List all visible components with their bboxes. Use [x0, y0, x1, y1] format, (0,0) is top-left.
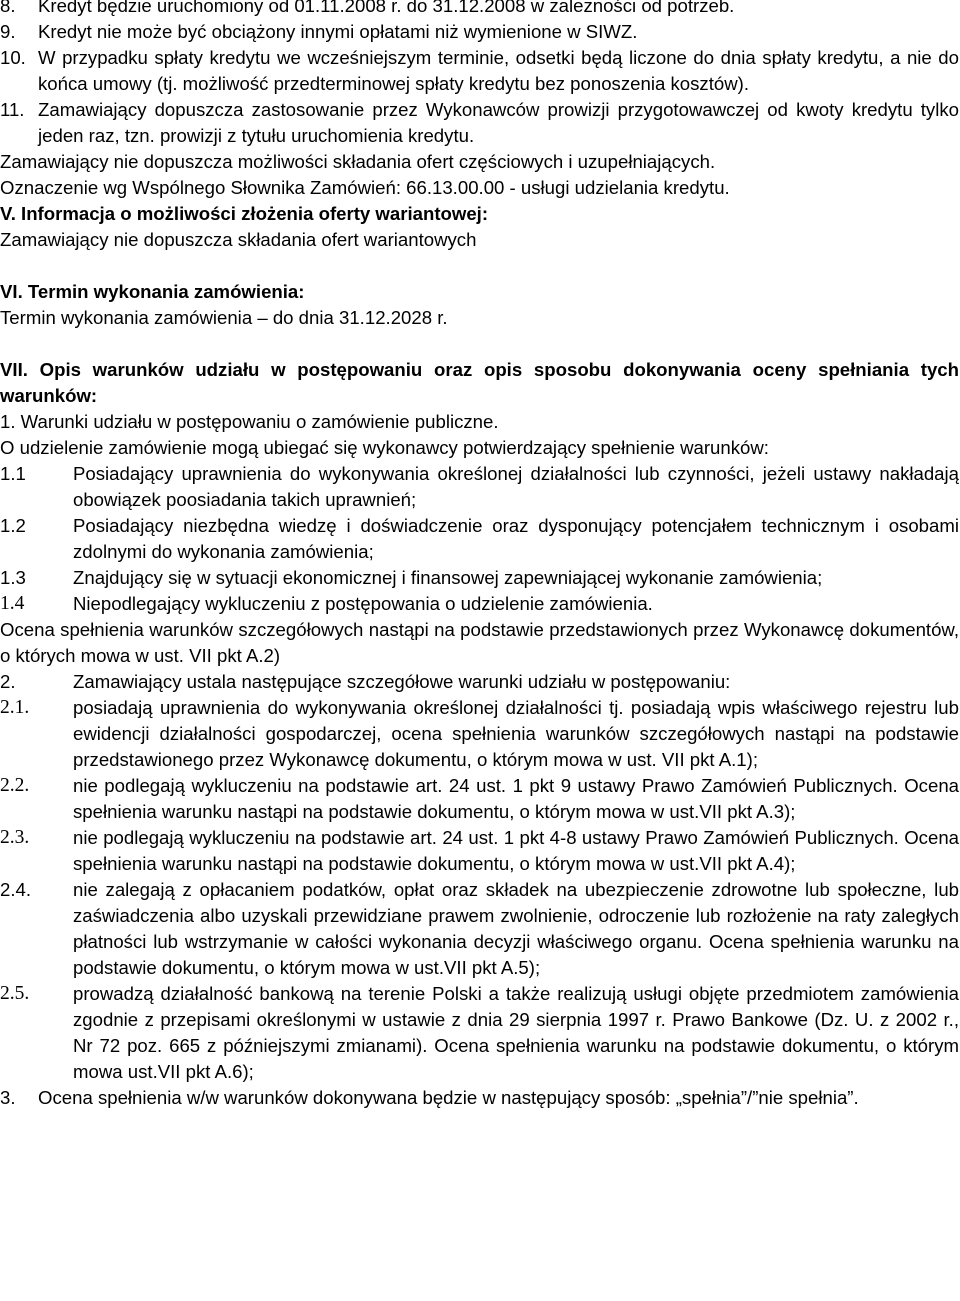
detailed-condition-text: nie podlegają wykluczeniu na podstawie art. 24 ust. 1 pkt 4-8 ustawy Prawo Zamówień Publicznych. Ocena spełnienia warunku nastąpi na podstawie dokumentu, o którym mowa w ust.VII pkt A.4);	[73, 827, 959, 874]
detailed-condition-item	[0, 877, 959, 981]
list-number: 11.	[0, 99, 25, 120]
spacer	[0, 331, 959, 357]
condition-item	[0, 513, 959, 565]
section-heading: VII. Opis warunków udziału w postępowaniu oraz opis sposobu dokonywania oceny spełniania tych warunków:	[0, 359, 959, 406]
detailed-condition-number: 2.2.	[0, 775, 30, 796]
section-heading: V. Informacja o możliwości złożenia oferty wariantowej:	[0, 203, 489, 224]
section-text: Zamawiający nie dopuszcza składania ofert wariantowych	[0, 229, 477, 250]
point-title: 1. Warunki udziału w postępowaniu o zamówienie publiczne.	[0, 411, 499, 432]
condition-text: Posiadający uprawnienia do wykonywania określonej działalności lub czynności, jeżeli ustawy nakładają obowiązek poosiadania takich uprawnień;	[73, 463, 959, 510]
list-item-text: W przypadku spłaty kredytu we wcześniejszym terminie, odsetki będą liczone do dnia spłaty kredytu, a nie do końca umowy (tj. możliwość przedterminowej spłaty kredytu bez ponoszenia kosztów).	[38, 47, 959, 94]
condition-item	[0, 565, 959, 591]
condition-item	[0, 461, 959, 513]
list-item-text: Kredyt nie może być obciążony innymi opłatami niż wymienione w SIWZ.	[38, 21, 638, 42]
detailed-condition-item	[0, 695, 959, 773]
list-item	[0, 0, 959, 19]
point-number: 2.	[0, 671, 16, 692]
point-intro: O udzielenie zamówienie mogą ubiegać się wykonawcy potwierdzający spełnienie warunków:	[0, 437, 769, 458]
condition-number: 1.2	[0, 515, 26, 536]
condition-number: 1.4	[0, 593, 25, 614]
condition-text: Niepodlegający wykluczeniu z postępowania o udzielenie zamówienia.	[73, 593, 653, 614]
list-item	[0, 97, 959, 149]
section-heading: VI. Termin wykonania zamówienia:	[0, 281, 305, 302]
detailed-condition-number: 2.4.	[0, 879, 32, 900]
list-number: 8.	[0, 0, 16, 16]
condition-number: 1.1	[0, 463, 26, 484]
detailed-condition-text: prowadzą działalność bankową na terenie Polski a także realizują usługi objęte przedmiotem zamówienia zgodnie z przepisami określonymi w ustawie z dnia 29 sierpnia 1997 r. Prawo Bankowe (Dz. U. z 2002 r., Nr 72 poz. 665 z późniejszymi zmianami). Ocena spełnienia warunku na podstawie dokumentu, o którym mowa ust.VII pkt A.6);	[73, 983, 959, 1082]
condition-item	[0, 591, 959, 617]
condition-number: 1.3	[0, 567, 26, 588]
detailed-condition-number: 2.5.	[0, 983, 30, 1004]
detailed-condition-text: nie zalegają z opłacaniem podatków, opłat oraz składek na ubezpieczenie zdrowotne lub społeczne, lub zaświadczenia albo uzyskali przewidziane prawem zwolnienie, odroczenie lub rozłożenie na raty zaległych płatności lub wstrzymanie w całości wykonania decyzji właściwego organu. Ocena spełnienia warunku na podstawie dokumentu, o którym mowa w ust.VII pkt A.5);	[73, 879, 959, 978]
condition-text: Posiadający niezbędna wiedzę i doświadczenie oraz dysponujący potencjałem technicznym i osobami zdolnymi do wykonania zamówienia;	[73, 515, 959, 562]
cpv-text: Oznaczenie wg Wspólnego Słownika Zamówień: 66.13.00.00 - usługi udzielania kredytu.	[0, 177, 730, 198]
section-text: Termin wykonania zamówienia – do dnia 31.12.2028 r.	[0, 307, 448, 328]
partial-offers-text: Zamawiający nie dopuszcza możliwości składania ofert częściowych i uzupełniających.	[0, 151, 716, 172]
condition-text: Znajdujący się w sytuacji ekonomicznej i finansowej zapewniającej wykonanie zamówienia;	[73, 567, 823, 588]
list-number: 9.	[0, 21, 16, 42]
list-number: 10.	[0, 47, 26, 68]
point-number: 3.	[0, 1087, 16, 1108]
list-item	[0, 45, 959, 97]
detailed-condition-text: nie podlegają wykluczeniu na podstawie art. 24 ust. 1 pkt 9 ustawy Prawo Zamówień Publicznych. Ocena spełnienia warunku nastąpi na podstawie dokumentu, o którym mowa w ust.VII pkt A.3);	[73, 775, 959, 822]
detailed-condition-item	[0, 981, 959, 1085]
spacer	[0, 253, 959, 279]
point-item	[0, 1085, 959, 1111]
detailed-condition-item	[0, 773, 959, 825]
list-item-text: Zamawiający dopuszcza zastosowanie przez Wykonawców prowizji przygotowawczej od kwoty kredytu tylko jeden raz, tzn. prowizji z tytułu uruchomienia kredytu.	[38, 99, 959, 146]
point-text: Ocena spełnienia w/w warunków dokonywana będzie w następujący sposób: „spełnia”/”nie spełnia”.	[38, 1087, 859, 1108]
detailed-condition-text: posiadają uprawnienia do wykonywania określonej działalności tj. posiadają wpis właściwego rejestru lub ewidencji działalności gospodarczej, ocena spełnienia warunków szczegółowych nastąpi na podstawie przedstawionego przez Wykonawcę dokumentu, o którym mowa w ust. VII pkt A.1);	[73, 697, 959, 770]
detailed-condition-number: 2.1.	[0, 697, 30, 718]
detailed-condition-item	[0, 825, 959, 877]
assessment-text: Ocena spełnienia warunków szczegółowych nastąpi na podstawie przedstawionych przez Wykonawcę dokumentów, o których mowa w ust. VII pkt A.2)	[0, 619, 959, 666]
point-item	[0, 669, 959, 695]
list-item	[0, 19, 959, 45]
list-item-text: Kredyt będzie uruchomiony od 01.11.2008 r. do 31.12.2008 w zależności od potrzeb.	[38, 0, 735, 16]
point-title: Zamawiający ustala następujące szczegółowe warunki udziału w postępowaniu:	[73, 671, 731, 692]
detailed-condition-number: 2.3.	[0, 827, 30, 848]
